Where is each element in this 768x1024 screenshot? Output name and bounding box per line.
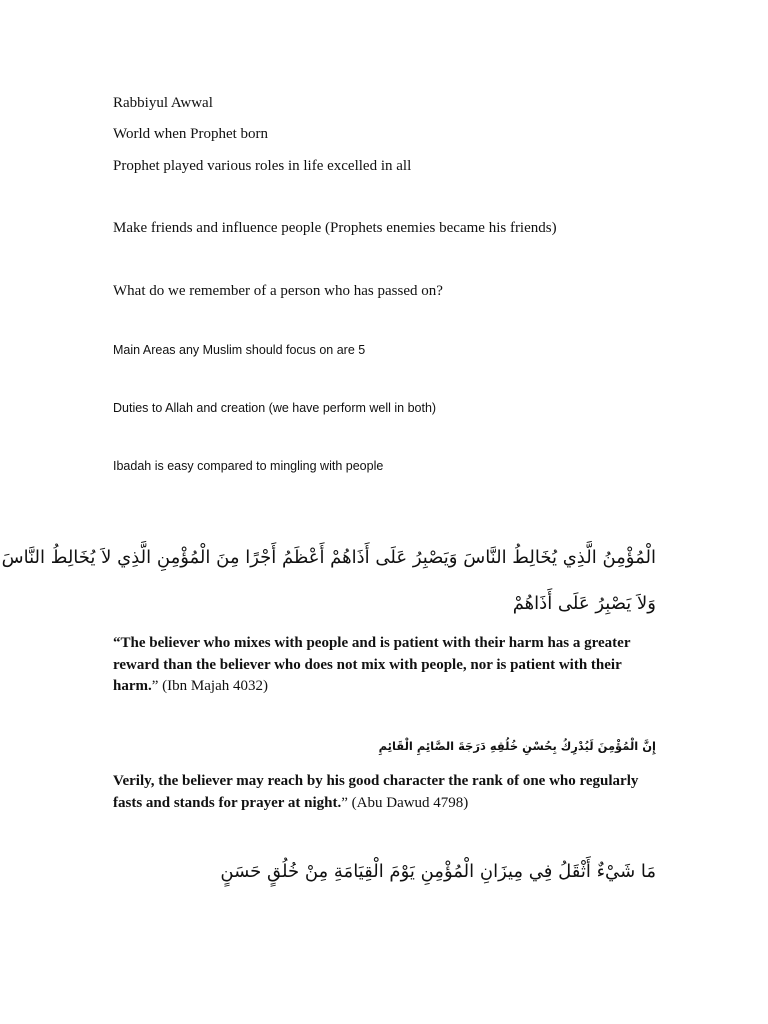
- hadith2-arabic: إِنَّ الْمُؤْمِنَ لَيُدْرِكُ بِحُسْنِ خُلُقِهِ دَرَجَةَ الصَّائِمِ الْقَائِمِ: [378, 739, 656, 753]
- hadith1-closing-quote: ”: [151, 678, 159, 694]
- hadith2-closing-quote: ”: [341, 794, 348, 811]
- note-world-when-prophet-born: World when Prophet born: [113, 126, 269, 142]
- point-ibadah: Ibadah is easy compared to mingling with people: [113, 459, 384, 473]
- hadith1-arabic-line1: الْمُؤْمِنُ الَّذِي يُخَالِطُ النَّاسَ وَيَصْبِرُ عَلَى أَذَاهُمْ أَعْظَمُ أَجْرًا مِنَ الْمُؤْمِنِ الَّذِي لاَ يُخَالِطُ النَّاسَ: [1, 547, 656, 568]
- note-remember-person: What do we remember of a person who has passed on?: [113, 283, 443, 299]
- hadith1-translation-block: [113, 633, 653, 698]
- point-duties: Duties to Allah and creation (we have perform well in both): [113, 401, 437, 415]
- hadith2-translation: Verily, the believer may reach by his good character the rank of one who regularly fasts and stands for prayer at night.: [113, 773, 639, 811]
- hadith3-arabic: مَا شَيْءٌ أَثْقَلُ فِي مِيزَانِ الْمُؤْمِنِ يَوْمَ الْقِيَامَةِ مِنْ خُلُقٍ حَسَنٍ: [220, 861, 656, 882]
- point-main-areas: Main Areas any Muslim should focus on are 5: [113, 343, 366, 357]
- note-prophet-roles: Prophet played various roles in life excelled in all: [113, 158, 412, 174]
- hadith1-arabic-line2: وَلاَ يَصْبِرُ عَلَى أَذَاهُمْ: [512, 593, 656, 614]
- hadith1-arabic-line2-wrap: [513, 589, 656, 619]
- note-rabbiyul-awwal: Rabbiyul Awwal: [113, 95, 213, 111]
- hadith2-reference: (Abu Dawud 4798): [347, 794, 469, 811]
- hadith2-translation-block: [113, 771, 653, 814]
- hadith1-reference: (Ibn Majah 4032): [158, 678, 268, 694]
- note-make-friends: Make friends and influence people (Prophets enemies became his friends): [113, 220, 557, 236]
- hadith1-translation: “The believer who mixes with people and is patient with their harm has a greater reward than the believer who does not mix with people, nor is patient with their harm.: [113, 635, 631, 694]
